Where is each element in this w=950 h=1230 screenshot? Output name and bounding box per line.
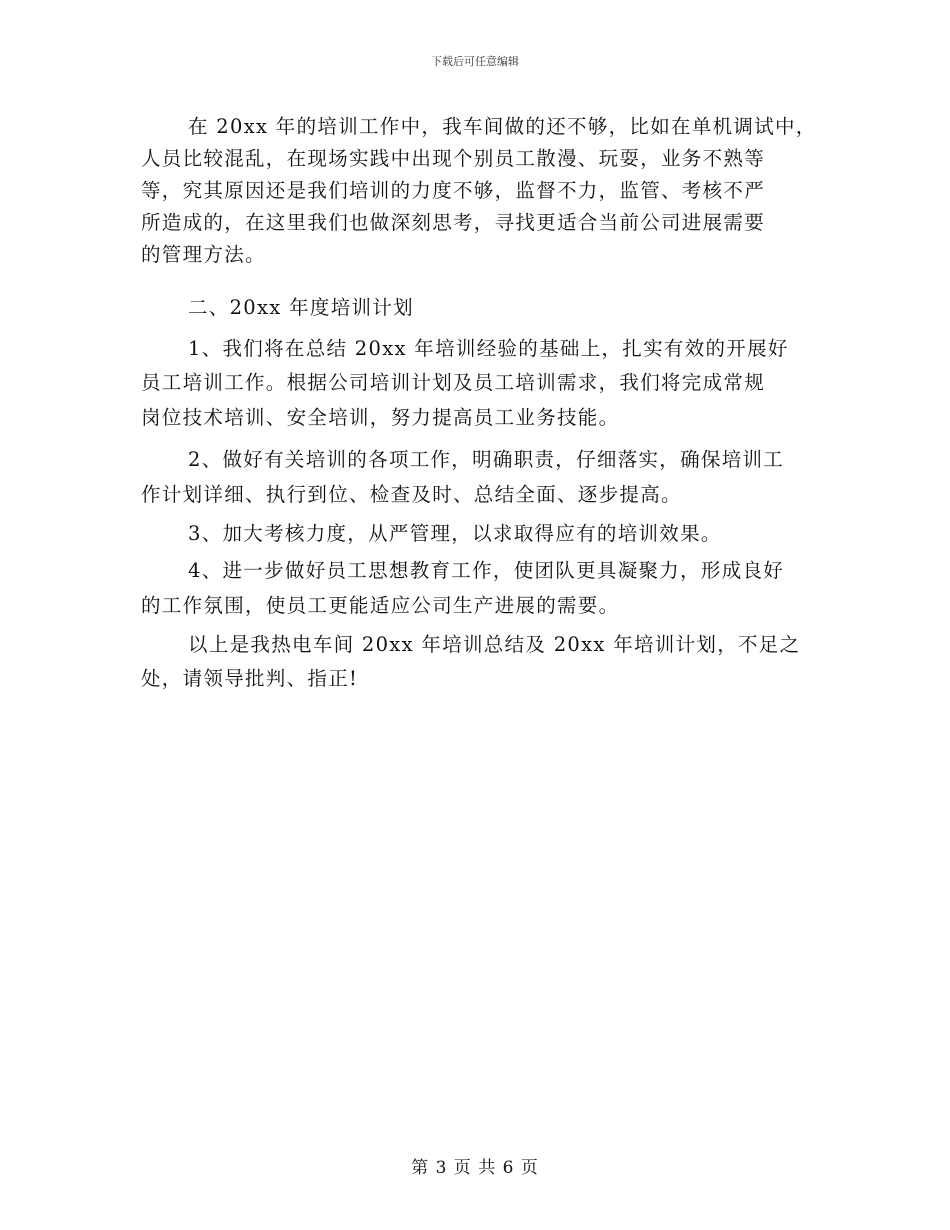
body-line: 3、加大考核力度，从严管理，以求取得应有的培训效果。 (188, 522, 722, 545)
page-header: 下载后可任意编辑 (431, 55, 519, 68)
body-line: 的管理方法。 (141, 243, 266, 266)
body-line: 岗位技术培训、安全培训，努力提高员工业务技能。 (141, 406, 620, 429)
body-line: 所造成的，在这里我们也做深刻思考，寻找更适合当前公司进展需要 (141, 211, 766, 234)
page-number: 第 3 页 共 6 页 (411, 1158, 539, 1178)
section-heading: 二、20xx 年度培训计划 (188, 296, 414, 319)
body-line: 等，究其原因还是我们培训的力度不够，监督不力，监管、考核不严 (141, 179, 766, 202)
body-line: 员工培训工作。根据公司培训计划及员工培训需求，我们将完成常规 (141, 371, 766, 394)
body-line: 人员比较混乱，在现场实践中出现个别员工散漫、玩耍，业务不熟等 (141, 147, 766, 170)
body-line: 作计划详细、执行到位、检查及时、总结全面、逐步提高。 (141, 483, 682, 506)
body-line: 以上是我热电车间 20xx 年培训总结及 20xx 年培训计划，不足之 (188, 633, 801, 656)
body-line: 2、做好有关培训的各项工作，明确职责，仔细落实，确保培训工 (188, 448, 785, 471)
body-line: 的工作氛围，使员工更能适应公司生产进展的需要。 (141, 594, 620, 617)
body-line: 在 20xx 年的培训工作中，我车间做的还不够，比如在单机调试中， (188, 115, 817, 138)
body-line: 4、进一步做好员工思想教育工作，使团队更具凝聚力，形成良好 (188, 559, 785, 582)
body-line: 处，请领导批判、指正! (141, 667, 359, 690)
body-line: 1、我们将在总结 20xx 年培训经验的基础上，扎实有效的开展好 (188, 337, 789, 360)
